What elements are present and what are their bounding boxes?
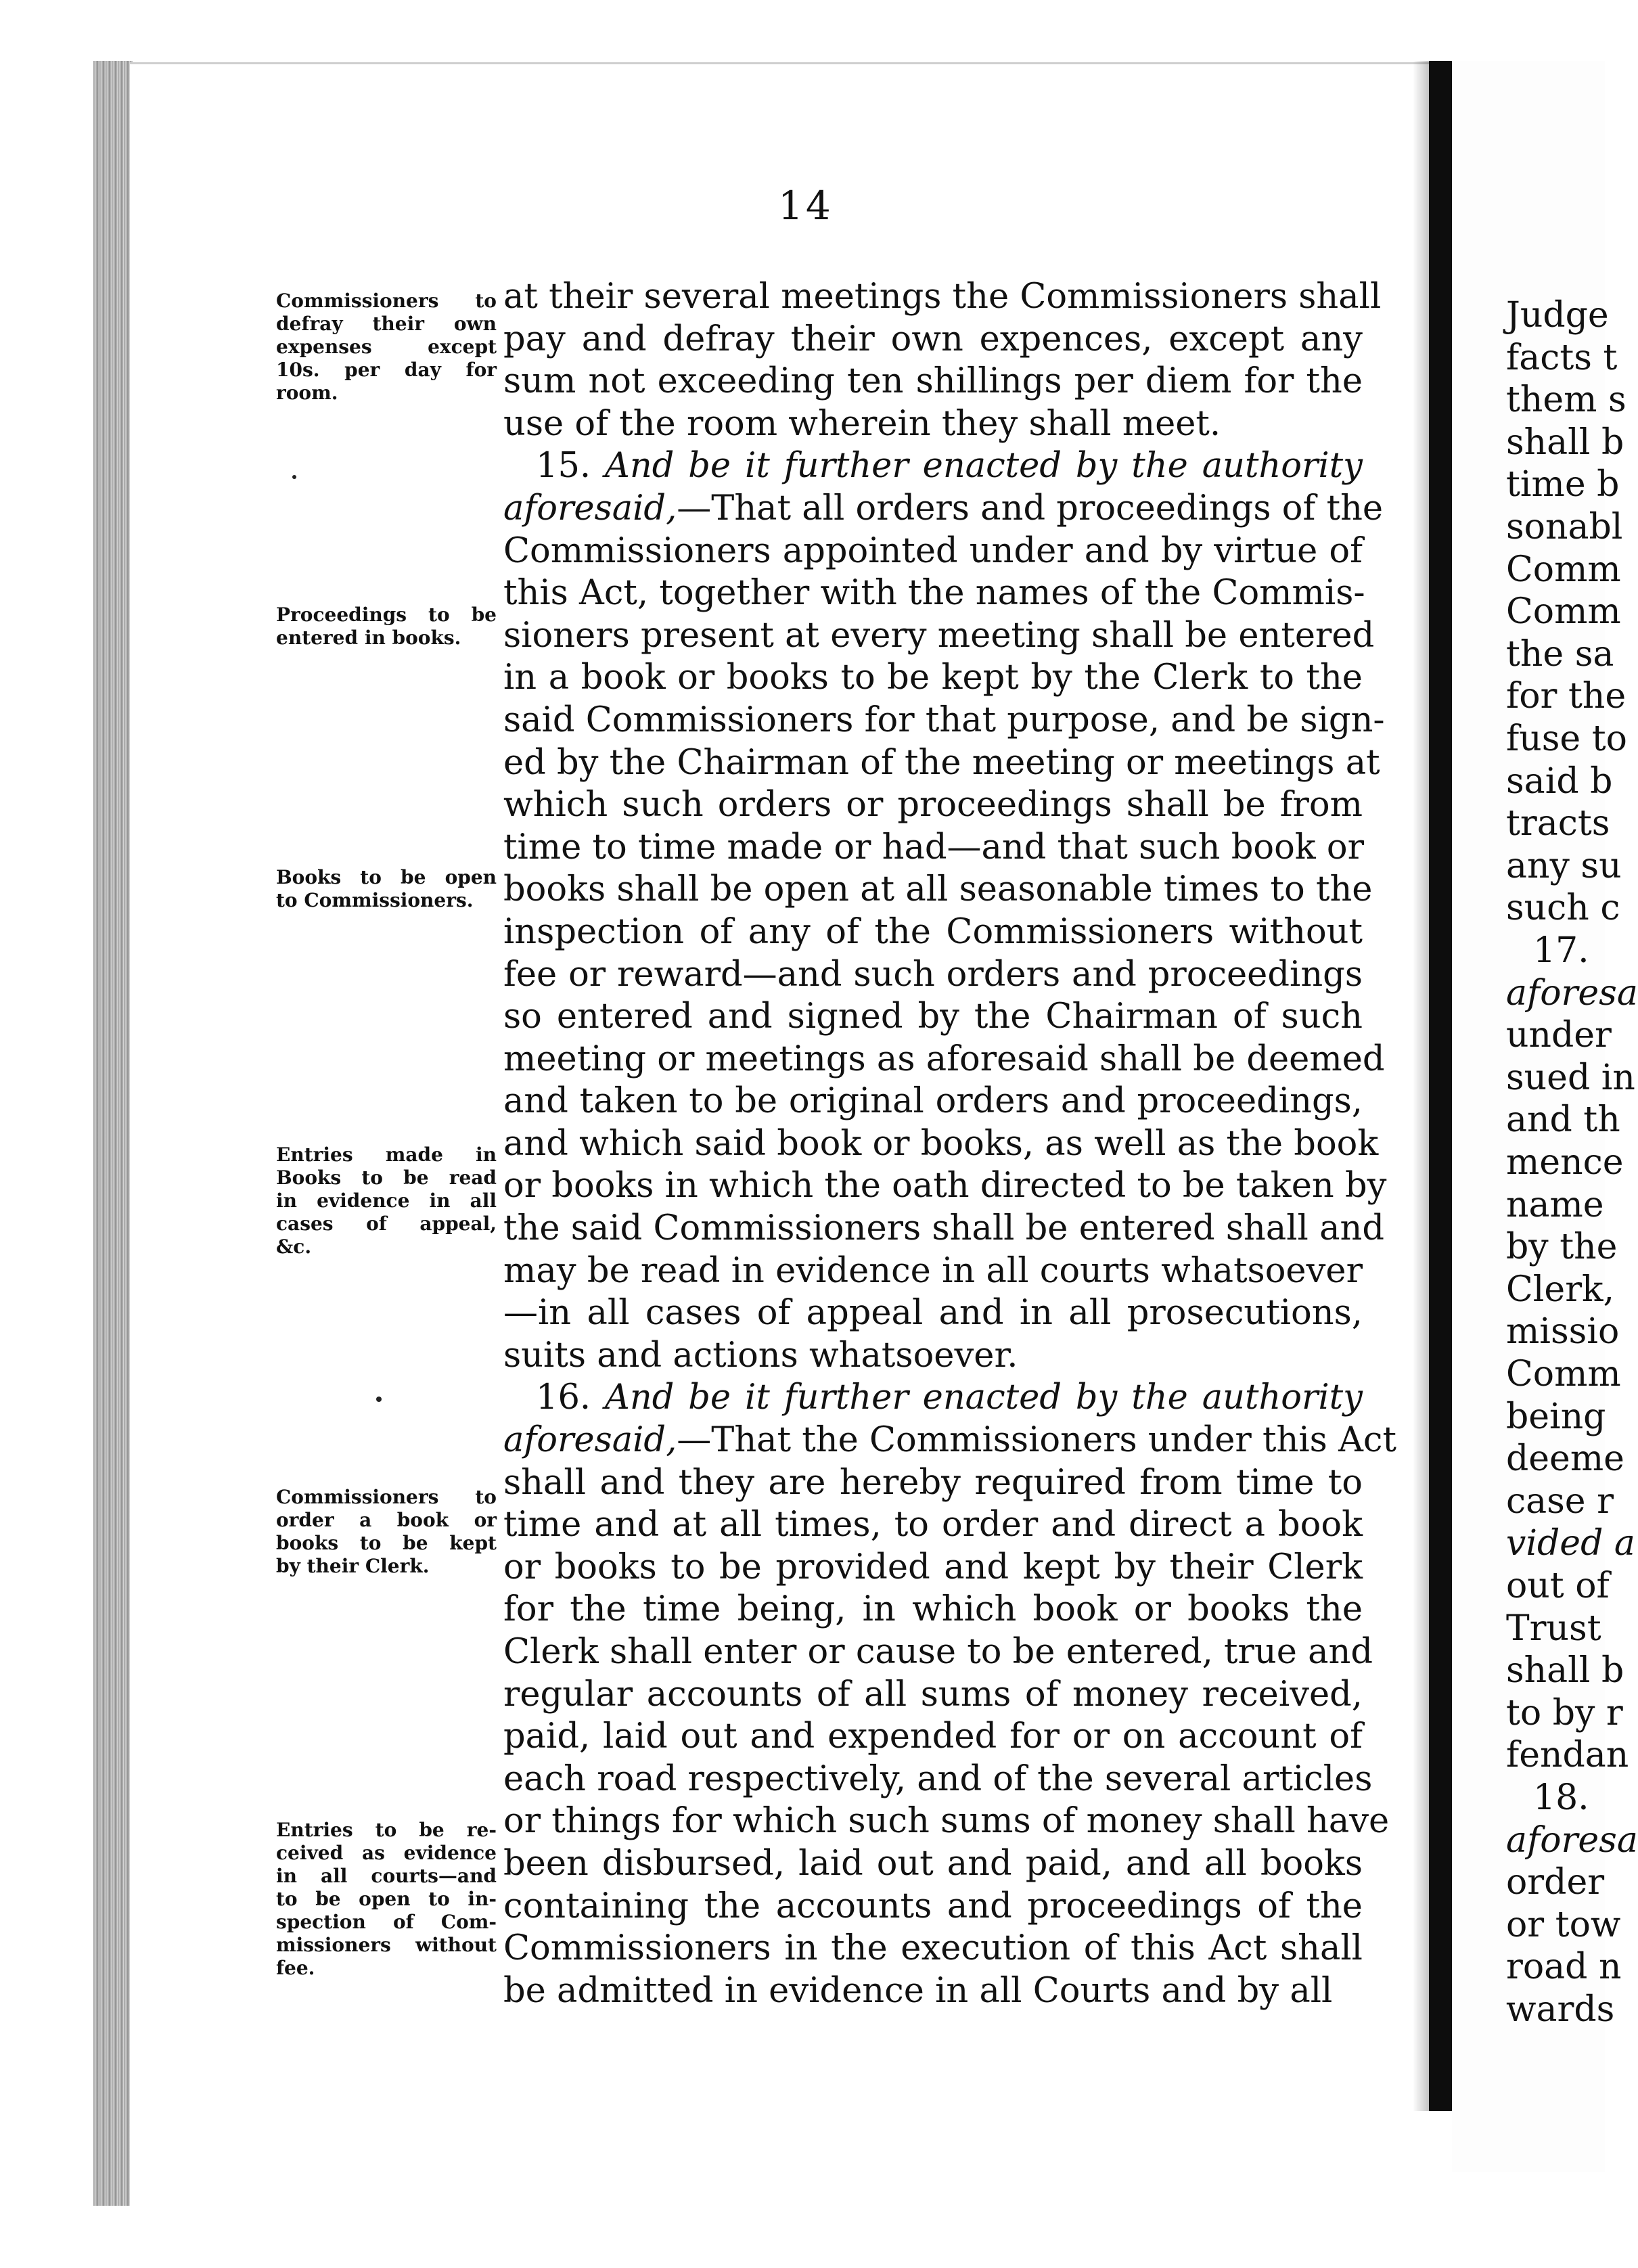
margin-note-line: missioners without <box>276 1934 497 1956</box>
margin-note <box>276 290 497 405</box>
facing-page-line: order <box>1506 1862 1605 1903</box>
margin-note-line: Books to be open <box>276 866 497 888</box>
facing-page-line: by the <box>1506 1227 1618 1268</box>
facing-page-line: Comm <box>1506 591 1621 633</box>
facing-page-line: aforesa <box>1506 972 1638 1014</box>
page-stack-edge <box>93 61 133 2206</box>
margin-note-line: Commissioners to <box>276 1486 497 1508</box>
facing-page-line: being <box>1506 1396 1606 1437</box>
body-line: 15. And be it further enacted by the authority <box>536 446 1363 486</box>
facing-page-line: 17. <box>1533 930 1589 971</box>
body-line: and taken to be original orders and proceedings, <box>503 1081 1363 1122</box>
facing-page-line: deeme <box>1506 1438 1624 1480</box>
margin-note-line: fee. <box>276 1957 315 1979</box>
facing-page-line: to by r <box>1506 1692 1623 1733</box>
body-line: or books in which the oath directed to be taken by <box>503 1166 1387 1206</box>
margin-note-line: Entries made in <box>276 1143 497 1166</box>
body-line: Clerk shall enter or cause to be entered, true and <box>503 1632 1373 1672</box>
facing-page-line: the sa <box>1506 633 1614 675</box>
margin-note-line: &c. <box>276 1235 312 1258</box>
body-line: each road respectively, and of the several articles <box>503 1759 1373 1799</box>
facing-page-line: sonabl <box>1506 507 1623 547</box>
body-line: so entered and signed by the Chairman of such <box>503 997 1363 1037</box>
facing-page-line: vided a <box>1506 1523 1635 1564</box>
body-line: this Act, together with the names of the Commis- <box>503 573 1365 614</box>
facing-page-line: road n <box>1506 1947 1622 1988</box>
facing-page-line: missio <box>1506 1311 1620 1353</box>
margin-note-line: entered in books. <box>276 627 461 649</box>
facing-page-line: shall b <box>1506 1650 1624 1692</box>
body-line: —in all cases of appeal and in all prosecutions, <box>503 1293 1363 1334</box>
body-line: aforesaid,—That all orders and proceedings of the <box>503 488 1384 528</box>
page-number: 14 <box>778 183 834 229</box>
body-line: ed by the Chairman of the meeting or meetings at <box>503 742 1380 783</box>
facing-page-line: and th <box>1506 1099 1620 1141</box>
body-line: Commissioners in the execution of this Act shall <box>503 1928 1363 1969</box>
facing-page-line: aforesa <box>1506 1819 1638 1861</box>
body-line: which such orders or proceedings shall be from <box>503 785 1363 825</box>
body-line: been disbursed, laid out and paid, and all books <box>503 1843 1363 1884</box>
margin-note-line: to Commissioners. <box>276 889 474 911</box>
facing-page-line: shall b <box>1506 422 1624 463</box>
margin-note <box>276 1486 497 1578</box>
body-line: inspection of any of the Commissioners without <box>503 911 1363 952</box>
body-line: or things for which such sums of money shall have <box>503 1801 1390 1842</box>
body-line: shall and they are hereby required from time to <box>503 1462 1363 1503</box>
facing-page-line: tracts <box>1506 803 1610 844</box>
margin-note-line: cases of appeal, <box>276 1212 497 1235</box>
body-line: use of the room wherein they shall meet. <box>503 403 1221 444</box>
facing-page-line: Comm <box>1506 549 1621 590</box>
body-line: suits and actions whatsoever. <box>503 1335 1018 1376</box>
body-line: at their several meetings the Commissioners shall <box>503 277 1382 317</box>
print-speck <box>292 475 296 479</box>
facing-page-line: name <box>1506 1184 1604 1225</box>
facing-page-line: facts t <box>1506 337 1618 378</box>
body-line: pay and defray their own expences, except any <box>503 319 1363 359</box>
facing-page-line: out of <box>1506 1566 1610 1606</box>
facing-page-line: said b <box>1506 761 1613 802</box>
body-line: 16. And be it further enacted by the authority <box>536 1378 1363 1418</box>
margin-note-line: room. <box>276 382 338 404</box>
margin-note-line: 10s. per day for <box>276 359 497 381</box>
body-line: containing the accounts and proceedings of the <box>503 1886 1363 1926</box>
body-line: sum not exceeding ten shillings per diem for the <box>503 361 1363 402</box>
facing-page-line: for the <box>1506 676 1626 717</box>
facing-page-line: sued in <box>1506 1057 1635 1098</box>
body-line: books shall be open at all seasonable times to the <box>503 869 1373 910</box>
body-line: time to time made or had—and that such book or <box>503 827 1364 867</box>
facing-page-line: any su <box>1506 845 1622 886</box>
margin-note-line: Entries to be re- <box>276 1819 497 1841</box>
margin-note <box>276 604 497 650</box>
facing-page-line: case r <box>1506 1480 1614 1522</box>
facing-page-line: Trust <box>1506 1608 1601 1649</box>
margin-note-line: in evidence in all <box>276 1189 497 1212</box>
gutter-shadow <box>1413 61 1430 2111</box>
facing-page-line: under <box>1506 1015 1612 1056</box>
facing-page-line: them s <box>1506 380 1626 421</box>
print-speck <box>376 1397 382 1402</box>
margin-note-line: in all courts—and <box>276 1865 497 1887</box>
facing-page <box>1452 61 1638 2172</box>
margin-note-line: defray their own <box>276 313 497 335</box>
body-line: or books to be provided and kept by their Clerk <box>503 1547 1363 1587</box>
body-line: be admitted in evidence in all Courts and by all <box>503 1970 1333 2011</box>
margin-note-line: ceived as evidence <box>276 1842 497 1864</box>
body-line: the said Commissioners shall be entered shall and <box>503 1208 1384 1249</box>
margin-note-line: by their Clerk. <box>276 1555 430 1577</box>
facing-page-line: such c <box>1506 888 1620 929</box>
body-line: and which said book or books, as well as the book <box>503 1123 1379 1164</box>
body-line: for the time being, in which book or books the <box>503 1589 1363 1630</box>
margin-note-line: spection of Com- <box>276 1911 497 1933</box>
margin-note <box>276 1143 497 1258</box>
body-line: Commissioners appointed under and by virtue of <box>503 530 1363 571</box>
margin-note-line: Books to be read <box>276 1166 497 1189</box>
body-line: fee or reward—and such orders and proceedings <box>503 954 1363 995</box>
margin-note <box>276 866 497 912</box>
facing-page-line: Clerk, <box>1506 1269 1615 1310</box>
body-line: in a book or books to be kept by the Clerk to the <box>503 658 1363 698</box>
body-line: aforesaid,—That the Commissioners under this Act <box>503 1420 1396 1461</box>
facing-page-line: mence <box>1506 1142 1624 1183</box>
body-line: time and at all times, to order and direct a book <box>503 1505 1363 1545</box>
body-line: may be read in evidence in all courts whatsoever <box>503 1250 1363 1291</box>
facing-page-line: fuse to <box>1506 719 1627 759</box>
margin-note <box>276 1819 497 1980</box>
body-text <box>503 276 1396 2012</box>
facing-page-line: fendan <box>1506 1735 1629 1776</box>
margin-note-line: Commissioners to <box>276 290 497 312</box>
margin-note-line: order a book or <box>276 1509 497 1531</box>
body-line: sioners present at every meeting shall be entered <box>503 615 1375 656</box>
facing-page-line: 18. <box>1533 1777 1589 1818</box>
margin-note-line: books to be kept <box>276 1532 497 1554</box>
facing-page-line: wards <box>1506 1989 1615 2030</box>
margin-note-line: Proceedings to be <box>276 604 497 626</box>
body-line: said Commissioners for that purpose, and be sign- <box>503 700 1385 740</box>
body-line: paid, laid out and expended for or on account of <box>503 1717 1363 1757</box>
facing-page-line: Judge <box>1506 295 1609 336</box>
book-gutter <box>1429 61 1452 2111</box>
facing-page-line: time b <box>1506 464 1620 505</box>
facing-page-line: or tow <box>1506 1904 1621 1945</box>
margin-note-line: to be open to in- <box>276 1888 497 1910</box>
body-line: regular accounts of all sums of money received, <box>503 1674 1363 1715</box>
body-line: meeting or meetings as aforesaid shall be deemed <box>503 1039 1385 1079</box>
facing-page-line: Comm <box>1506 1354 1621 1394</box>
margin-note-line: expenses except <box>276 336 497 358</box>
